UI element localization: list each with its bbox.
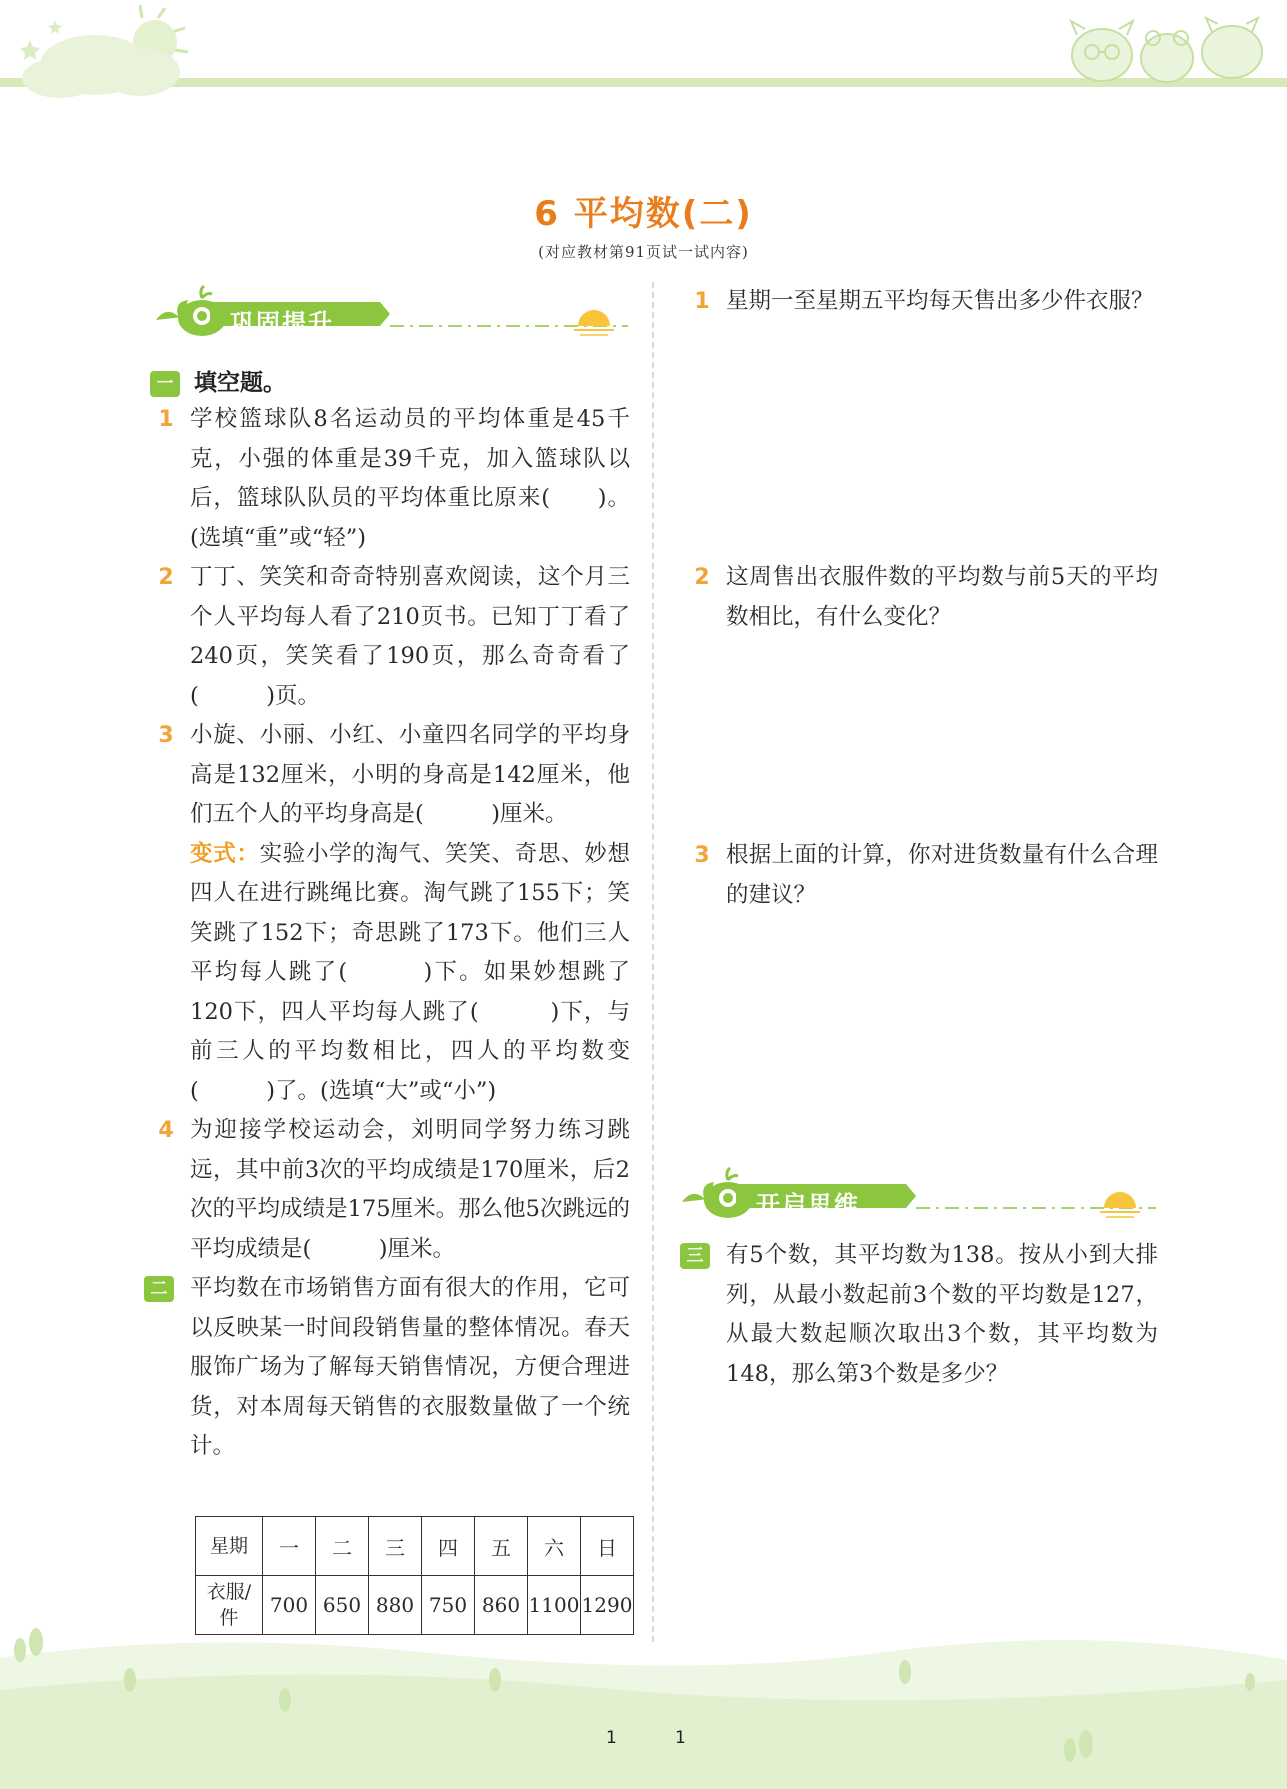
- table-cell: 1100: [528, 1576, 581, 1635]
- part3-badge: 三: [680, 1243, 710, 1269]
- question-text: 学校篮球队8名运动员的平均体重是45千克，小强的体重是39千克，加入篮球队以后，篮球队队员的平均体重比原来( )。(选填“重”或“轻”): [190, 406, 630, 551]
- variant-text: 实验小学的淘气、笑笑、奇思、妙想四人在进行跳绳比赛。淘气跳了155下；笑笑跳了152下；奇思跳了173下。他们三人平均每人跳了( )下。如果妙想跳了120下，四人平均每人跳了( )下，与前三人的平均数相比，四人的平均数变( )了。(选填“大”或“小”): [190, 840, 630, 1104]
- question-text: 小旋、小丽、小红、小童四名同学的平均身高是132厘米，小明的身高是142厘米，他们五个人的平均身高是( )厘米。: [190, 722, 630, 827]
- part2-badge-wrap: [140, 1269, 178, 1309]
- question-text: 丁丁、笑笑和奇奇特别喜欢阅读，这个月三个人平均每人看了210页书。已知丁丁看了240页，笑笑看了190页，那么奇奇看了( )页。: [190, 564, 630, 709]
- animal-friends-decoration: [1047, 0, 1287, 95]
- table-cell: 二: [316, 1517, 369, 1576]
- question-2: [152, 558, 630, 716]
- part2-question-1: [688, 282, 1158, 322]
- hills-decoration: [0, 1620, 1287, 1789]
- question-3: [152, 716, 630, 835]
- part2-question-2: [688, 558, 1158, 637]
- question-text: 这周售出衣服件数的平均数与前5天的平均数相比，有什么变化？: [726, 564, 1158, 630]
- section-consolidate-header: [150, 284, 630, 340]
- question-number: 2: [158, 565, 174, 590]
- table-row-header: 衣服/件: [196, 1576, 263, 1635]
- table-cell: 一: [263, 1517, 316, 1576]
- table-row: [196, 1517, 634, 1576]
- sales-table: [195, 1516, 634, 1635]
- part1-heading: 填空题。: [194, 370, 287, 396]
- section-thinking-title: 开启思维: [756, 1191, 860, 1219]
- page-number-left: 1: [606, 1728, 617, 1748]
- variant-question: [152, 835, 630, 1112]
- table-row-header: 星期: [196, 1517, 263, 1576]
- table-cell: 三: [369, 1517, 422, 1576]
- section-thinking-header: [676, 1166, 1158, 1222]
- title-block: [0, 186, 1287, 262]
- sun-cloud-decoration: [0, 0, 220, 115]
- question-text: 根据上面的计算，你对进货数量有什么合理的建议？: [726, 842, 1158, 908]
- table-cell: 860: [475, 1576, 528, 1635]
- question-4: [152, 1111, 630, 1269]
- part1-heading-row: [150, 364, 286, 397]
- whale-banner-icon: [150, 284, 630, 340]
- page-subtitle: (对应教材第91页试一试内容): [538, 243, 749, 261]
- page-number-right: 1: [675, 1728, 686, 1748]
- section-consolidate-title: 巩固提升: [230, 309, 334, 337]
- column-divider: [652, 282, 654, 1642]
- question-1: [152, 400, 630, 558]
- part2-intro: [152, 1269, 630, 1467]
- question-text: 星期一至星期五平均每天售出多少件衣服？: [726, 288, 1154, 314]
- table-cell: 1290: [581, 1576, 634, 1635]
- question-number: 3: [694, 843, 710, 868]
- table-cell: 日: [581, 1517, 634, 1576]
- page-title: 6 平均数(二): [534, 194, 753, 234]
- question-number: 2: [694, 565, 710, 590]
- left-column: [152, 400, 630, 1467]
- table-cell: 700: [263, 1576, 316, 1635]
- part2-badge: 二: [144, 1276, 174, 1302]
- part3-question: [688, 1236, 1158, 1394]
- whale-banner-icon: [676, 1166, 1158, 1222]
- part3-text: 有5个数，其平均数为138。按从小到大排列，从最小数起前3个数的平均数是127，从最大数起顺次取出3个数，其平均数为148，那么第3个数是多少？: [726, 1242, 1158, 1387]
- table-cell: 650: [316, 1576, 369, 1635]
- part1-badge: 一: [150, 371, 180, 397]
- question-number: 3: [158, 723, 174, 748]
- table-cell: 五: [475, 1517, 528, 1576]
- variant-label: 变式：: [190, 840, 260, 867]
- table-cell: 750: [422, 1576, 475, 1635]
- table-cell: 六: [528, 1517, 581, 1576]
- table-cell: 880: [369, 1576, 422, 1635]
- question-number: 1: [158, 407, 174, 432]
- part3-badge-wrap: [676, 1236, 714, 1276]
- question-number: 1: [694, 289, 710, 314]
- table-cell: 四: [422, 1517, 475, 1576]
- part2-question-3: [688, 836, 1158, 915]
- part2-text: 平均数在市场销售方面有很大的作用，它可以反映某一时间段销售量的整体情况。春天服饰广场为了解每天销售情况，方便合理进货，对本周每天销售的衣服数量做了一个统计。: [190, 1275, 630, 1459]
- question-number: 4: [158, 1118, 174, 1143]
- question-text: 为迎接学校运动会，刘明同学努力练习跳远，其中前3次的平均成绩是170厘米，后2次的平均成绩是175厘米。那么他5次跳远的平均成绩是( )厘米。: [190, 1117, 630, 1262]
